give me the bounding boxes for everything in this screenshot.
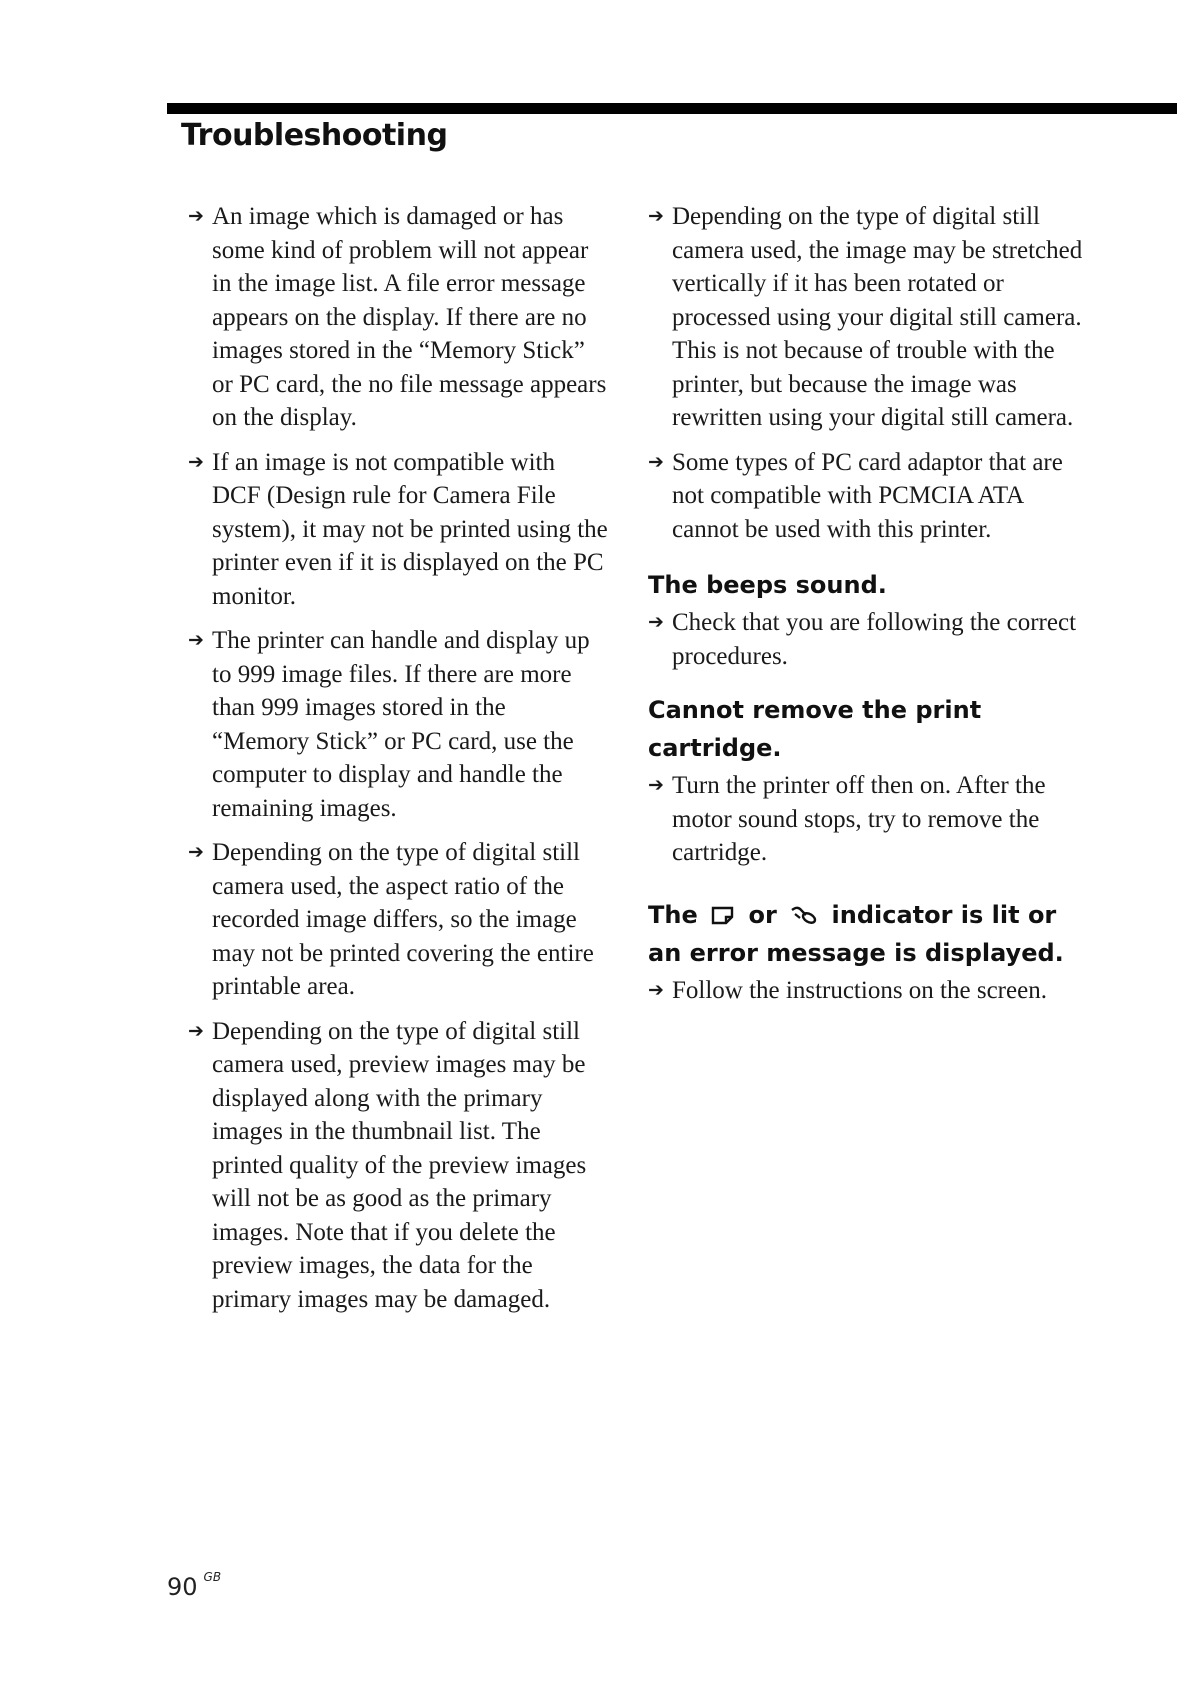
paper-indicator-icon bbox=[710, 904, 736, 926]
list-item bbox=[188, 200, 608, 435]
arrow-right-icon: ➔ bbox=[648, 774, 664, 796]
arrow-right-icon: ➔ bbox=[648, 611, 664, 633]
list-item-text: The printer can handle and display up to 999 image files. If there are more than 999 images stored in the “Memory Stick” or PC card, use the computer to display and handle the remaining images. bbox=[212, 627, 590, 822]
indicator-heading-or: or bbox=[748, 900, 777, 929]
section-top-rule bbox=[167, 103, 1177, 114]
list-item bbox=[648, 769, 1093, 870]
arrow-right-icon: ➔ bbox=[648, 450, 664, 473]
indicator-section bbox=[648, 896, 1093, 972]
arrow-right-icon: ➔ bbox=[188, 1019, 204, 1042]
beeps-heading: The beeps sound. bbox=[648, 571, 887, 599]
indicator-heading bbox=[648, 896, 1093, 972]
region-code: GB bbox=[203, 1570, 222, 1584]
left-column bbox=[188, 200, 608, 1327]
page-number-value: 90 bbox=[167, 1573, 198, 1601]
list-item-text: Depending on the type of digital still camera used, preview images may be displayed along with the primary images in the thumbnail list. The printed quality of the preview images will not be as good as the primary images. Note that if you delete the preview images, the data for the primary images may be damaged. bbox=[212, 1017, 587, 1313]
list-item bbox=[648, 606, 1093, 673]
section-title: Troubleshooting bbox=[181, 118, 448, 153]
arrow-right-icon: ➔ bbox=[648, 205, 664, 227]
list-item-text: Depending on the type of digital still camera used, the image may be stretched vertically if it has been rotated or processed using your digital still camera. This is not because of trouble with the printer, but because the image was rewritten using your digital still camera. bbox=[672, 203, 1083, 431]
cartridge-indicator-icon bbox=[789, 904, 819, 926]
indicator-heading-end: indicator is lit or an error message is displayed. bbox=[648, 900, 1064, 967]
list-item-text: Depending on the type of digital still camera used, the aspect ratio of the recorded image differs, so the image may not be printed covering the entire printable area. bbox=[212, 839, 594, 1000]
list-item bbox=[648, 200, 1093, 435]
arrow-right-icon: ➔ bbox=[648, 978, 664, 1001]
arrow-right-icon: ➔ bbox=[188, 205, 204, 227]
right-column bbox=[648, 200, 1093, 1018]
list-item-text: Check that you are following the correct procedures. bbox=[672, 609, 1077, 670]
arrow-right-icon: ➔ bbox=[188, 629, 204, 651]
list-item bbox=[648, 446, 1093, 547]
list-item-text: An image which is damaged or has some kind of problem will not appear in the image list. A file error message appears on the display. If there are no images stored in the “Memory Stick” or PC card, the no file message appears on the display. bbox=[212, 203, 607, 431]
arrow-right-icon: ➔ bbox=[188, 450, 204, 473]
list-item bbox=[188, 624, 608, 825]
list-item-text: Turn the printer off then on. After the motor sound stops, try to remove the cartridge. bbox=[672, 772, 1046, 866]
cartridge-section bbox=[648, 691, 1093, 767]
list-item bbox=[188, 1015, 608, 1317]
cartridge-heading: Cannot remove the print cartridge. bbox=[648, 696, 982, 762]
list-item bbox=[188, 446, 608, 614]
list-item bbox=[648, 974, 1093, 1008]
list-item-text: Follow the instructions on the screen. bbox=[672, 976, 1047, 1004]
list-item-text: If an image is not compatible with DCF (Design rule for Camera File system), it may not be printed using the printer even if it is displayed on the PC monitor. bbox=[212, 448, 608, 610]
list-item bbox=[188, 836, 608, 1004]
arrow-right-icon: ➔ bbox=[188, 841, 204, 863]
beeps-section bbox=[648, 566, 1093, 604]
list-item-text: Some types of PC card adaptor that are not compatible with PCMCIA ATA cannot be used with this printer. bbox=[672, 448, 1063, 543]
indicator-heading-start: The bbox=[648, 900, 698, 929]
page-number bbox=[167, 1570, 221, 1601]
